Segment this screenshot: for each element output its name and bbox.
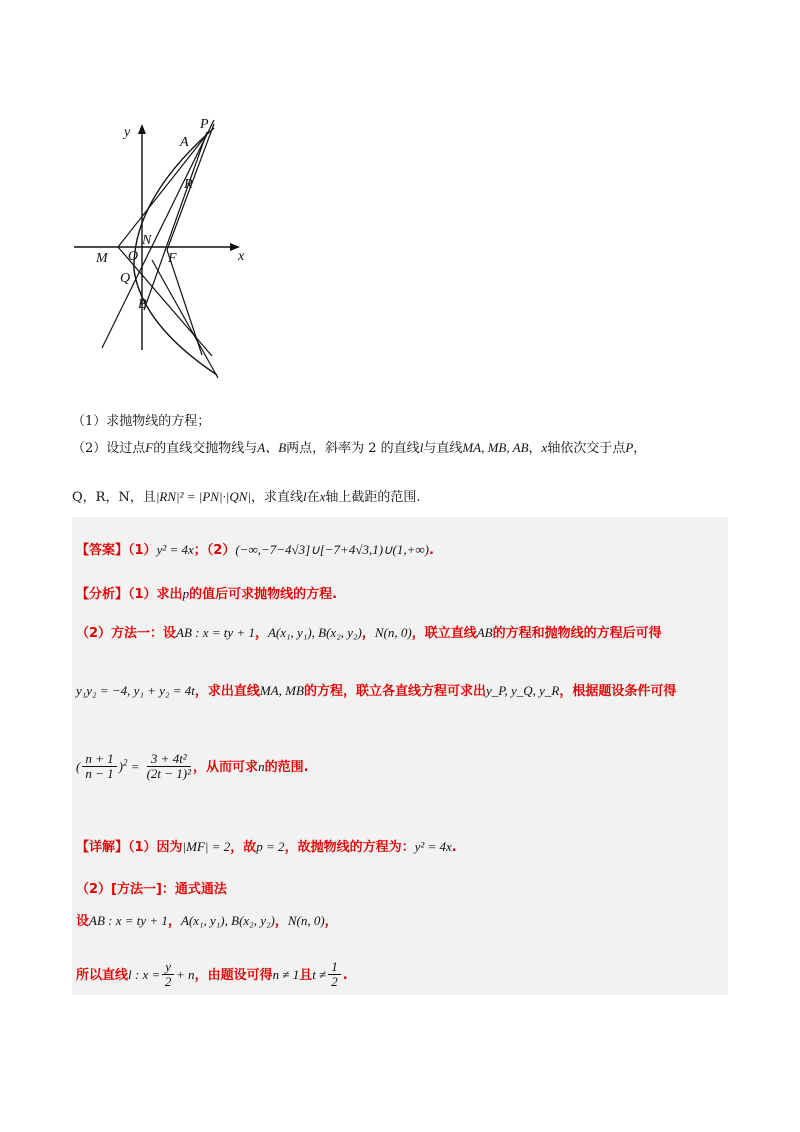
analysis-l3a: ，求出直线 bbox=[194, 684, 260, 699]
frac-half: $\frac{1}{2}$ bbox=[328, 960, 341, 989]
question-2-line2 bbox=[72, 486, 421, 505]
q2-text3: 两点，斜率为 2 的直线 bbox=[286, 441, 420, 456]
line-l bbox=[102, 120, 214, 348]
label-F: F bbox=[168, 251, 177, 266]
analysis-AB: AB bbox=[476, 625, 493, 640]
detail-label: 【详解】 bbox=[76, 840, 129, 855]
label-A: A bbox=[180, 135, 189, 150]
detail-lineA: 所以直线 bbox=[76, 968, 129, 983]
q2-text1: （2）设过点 bbox=[72, 441, 146, 456]
answer-p2: （2） bbox=[206, 543, 236, 558]
y-arrow bbox=[138, 124, 146, 134]
parabola-figure bbox=[72, 110, 272, 390]
q2-text2: 的直线交抛物线与 bbox=[153, 441, 258, 456]
q2-text6: 轴依次交于点 bbox=[547, 441, 626, 456]
detail-set: 设 bbox=[76, 914, 90, 929]
q2-l: l bbox=[419, 440, 424, 455]
label-P: P bbox=[200, 117, 209, 132]
answer-sep: ； bbox=[193, 543, 207, 558]
answer-p1: （1） bbox=[128, 543, 157, 558]
analysis-l3c: ，根据题设条件可得 bbox=[559, 684, 677, 699]
label-R: R bbox=[184, 177, 193, 192]
detail-p: p = 2 bbox=[256, 839, 285, 854]
analysis-l4a: ，从而可求 bbox=[193, 760, 259, 775]
detail-MF: |MF| = 2 bbox=[182, 839, 231, 854]
analysis-n: n bbox=[258, 759, 265, 774]
label-B: B bbox=[138, 297, 147, 312]
analysis-l1a: （1）求出 bbox=[128, 587, 183, 602]
label-y: y bbox=[124, 125, 131, 140]
label-Q: Q bbox=[120, 271, 131, 286]
line-lower2 bbox=[152, 260, 218, 378]
q2-AB: A、B bbox=[257, 440, 287, 455]
analysis-p: p bbox=[182, 586, 190, 601]
answer-line bbox=[76, 539, 434, 558]
question-1: （1）求抛物线的方程； bbox=[72, 414, 211, 429]
analysis-vieta: y₁y₂ = −4, y₁ + y₂ = 4t bbox=[76, 683, 195, 698]
analysis-points: A(x₁, y₁), B(x₂, y₂) bbox=[267, 625, 362, 640]
detail-n-ne-1: n ≠ 1 bbox=[272, 967, 300, 982]
line-MA bbox=[118, 138, 204, 247]
q2-line2x: x bbox=[319, 489, 326, 504]
label-x: x bbox=[238, 249, 245, 264]
q2-text4: 与直线 bbox=[423, 441, 463, 456]
detail-l1b: ，故 bbox=[230, 840, 257, 855]
detail-end: . bbox=[342, 968, 348, 983]
analysis-l2a: （2）方法一：设 bbox=[76, 626, 177, 641]
q2-comma: ， bbox=[633, 441, 647, 456]
q2-line2a: Q，R，N，且 bbox=[72, 490, 156, 505]
answer-end: . bbox=[429, 543, 434, 558]
detail-method: （2）[方法一]：通式通法 bbox=[76, 882, 227, 897]
question-2-line1 bbox=[72, 437, 646, 456]
detail-lineEq2: + n bbox=[176, 967, 195, 982]
q2-P: P bbox=[625, 440, 634, 455]
detail-l1d: . bbox=[451, 840, 457, 855]
answer-range: (−∞,−7−4√3]∪[−7+4√3,1)∪(1,+∞) bbox=[235, 542, 429, 557]
q2-line2c: 在 bbox=[306, 490, 320, 505]
answer-eq1: y² = 4x bbox=[156, 542, 194, 557]
detail-points: A(x₁, y₁), B(x₂, y₂) bbox=[180, 913, 275, 928]
q2-lines: MA, MB, AB bbox=[462, 440, 529, 455]
line-AB bbox=[144, 132, 207, 310]
label-M: M bbox=[96, 251, 108, 266]
detail-and: 且 bbox=[299, 968, 313, 983]
detail-eq: y² = 4x bbox=[414, 839, 452, 854]
q2-line2b: ，求直线 bbox=[250, 490, 303, 505]
detail-ab-eq: AB : x = ty + 1 bbox=[89, 913, 168, 928]
frac-y2: $\frac{y}{2}$ bbox=[162, 960, 174, 989]
analysis-line3 bbox=[76, 680, 676, 699]
analysis-MA-MB: MA, MB bbox=[259, 683, 304, 698]
label-O: O bbox=[128, 249, 139, 264]
analysis-line2: （2）方法一：设AB : x = ty + 1，A(x₁, y₁), B(x₂, y₂)，N(n, 0)，联立直线AB的方程和抛物线的方程后可得 bbox=[76, 625, 662, 641]
frac-t: $\frac{\text{3 + 4t²}}{\text{(2t − 1)²}}$ bbox=[146, 751, 192, 781]
q2-line2d: 轴上截距的范围. bbox=[325, 490, 421, 505]
detail-line1 bbox=[76, 836, 457, 855]
analysis-l3b: 的方程，联立各直线方程可求出 bbox=[303, 684, 486, 699]
analysis-line4: ( $\frac{n + 1}{n - 1}$ )$^2$ = $\frac{\text{3 + 4t²}}{\text{(2t − 1)²}}$ ，从而可求n的范围. bbox=[76, 751, 309, 781]
detail-l1c: ，故抛物线的方程为： bbox=[284, 840, 415, 855]
label-N: N bbox=[142, 233, 152, 248]
q2-condition: |RN|² = |PN|·|QN| bbox=[155, 489, 251, 504]
analysis-label: 【分析】 bbox=[76, 587, 129, 602]
detail-l1a: （1）因为 bbox=[128, 840, 183, 855]
analysis-ys: y_P, y_Q, y_R bbox=[485, 683, 560, 698]
detail-N: N(n, 0) bbox=[287, 913, 325, 928]
analysis-N: N(n, 0) bbox=[374, 625, 412, 640]
q2-line2l: l bbox=[303, 489, 307, 504]
answer-label: 【答案】 bbox=[76, 543, 129, 558]
detail-t-ne: t ≠ bbox=[312, 967, 327, 982]
analysis-line1 bbox=[76, 583, 337, 602]
analysis-l1b: 的值后可求抛物线的方程. bbox=[189, 587, 338, 602]
detail-line-l bbox=[76, 960, 348, 989]
frac-n: $\frac{n + 1}{n - 1}$ bbox=[82, 752, 116, 781]
analysis-l2b: ，联立直线 bbox=[411, 626, 477, 641]
detail-setup: 设AB : x = ty + 1，A(x₁, y₁), B(x₂, y₂)，N(n, 0)， bbox=[76, 913, 338, 929]
analysis-l4b: 的范围. bbox=[264, 760, 309, 775]
analysis-l2c: 的方程和抛物线的方程后可得 bbox=[492, 626, 662, 641]
q2-text5: ， bbox=[528, 441, 542, 456]
detail-lineB: ，由题设可得 bbox=[194, 968, 273, 983]
q2-x: x bbox=[541, 440, 548, 455]
analysis-ab-eq: AB : x = ty + 1 bbox=[176, 625, 255, 640]
q2-F: F bbox=[145, 440, 154, 455]
detail-lineEq1: l : x = bbox=[128, 967, 161, 982]
